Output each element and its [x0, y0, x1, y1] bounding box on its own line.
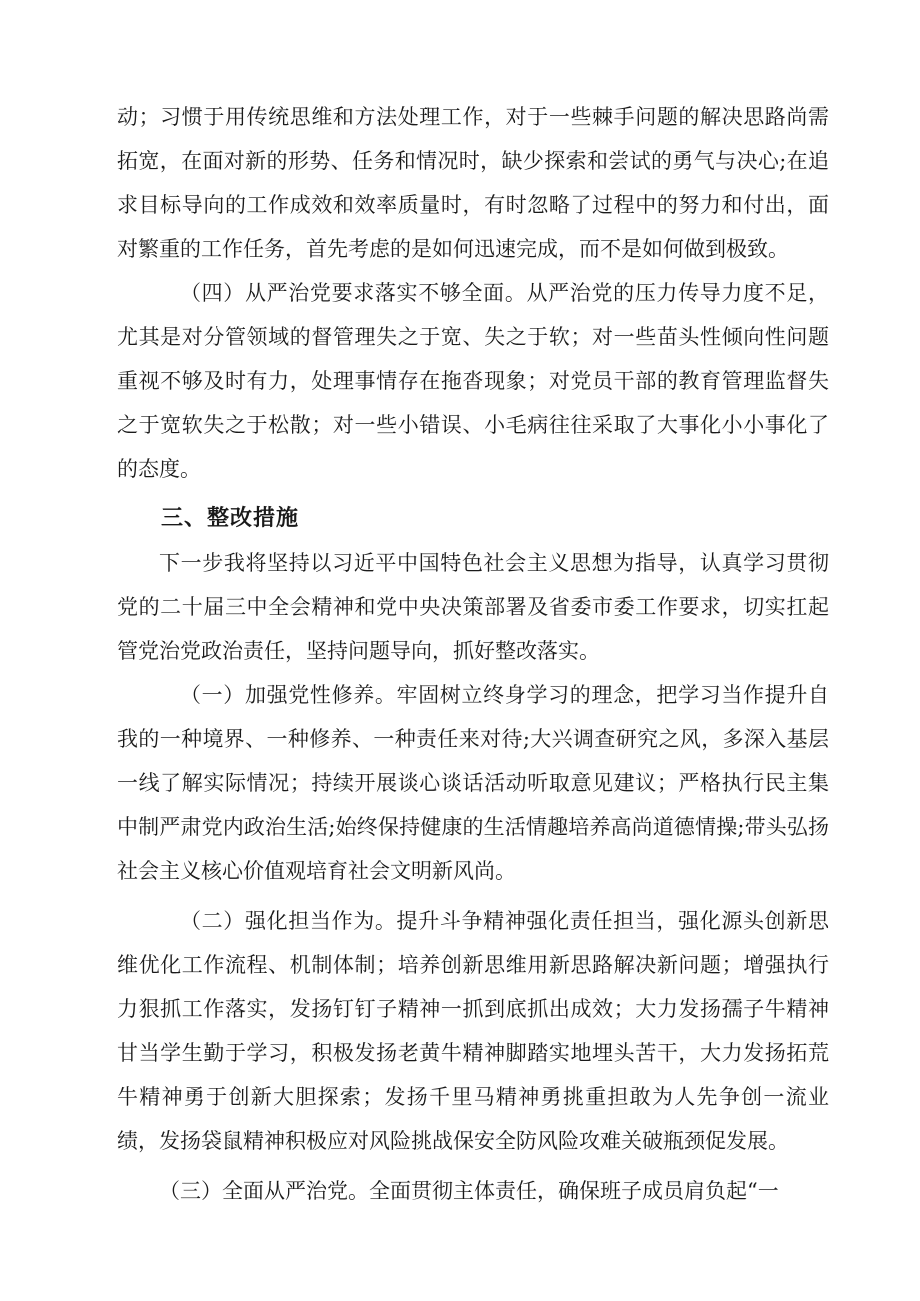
paragraph-item-three: （三）全面从严治党。全面贯彻主体责任，确保班子成员肩负起“一 — [159, 1179, 779, 1203]
paragraph-intro: 下一步我将坚持以习近平中国特色社会主义思想为指导，认真学习贯彻党的二十届三中全会精神和党中央决策部署及省委市委工作要求，切实扛起管党治党政治责任，坚持问题导向，抓好整改落实。 — [117, 551, 829, 663]
paragraph-item-one: （一）加强党性修养。牢固树立终身学习的理念，把学习当作提升自我的一种境界、一种修养、一种责任来对待;大兴调查研究之风，多深入基层一线了解实际情况；持续开展谈心谈话活动听取意见建议；严格执行民主集中制严肃党内政治生活;始终保持健康的生活情趣培养高尚道德情操;带头弘扬社会主义核心价值观培育社会文明新风尚。 — [117, 683, 829, 883]
document-body — [117, 95, 829, 1213]
section-heading-rectification: 三、整改措施 — [161, 506, 300, 531]
paragraph-item-two: （二）强化担当作为。提升斗争精神强化责任担当，强化源头创新思维优化工作流程、机制体制；培养创新思维用新思路解决新问题；增强执行力狠抓工作落实，发扬钉钉子精神一抓到底抓出成效；大力发扬孺子牛精神甘当学生勤于学习，积极发扬老黄牛精神脚踏实地埋头苦干，大力发扬拓荒牛精神勇于创新大胆探索；发扬千里马精神勇挑重担敢为人先争创一流业绩，发扬袋鼠精神积极应对风险挑战保安全防风险攻难关破瓶颈促发展。 — [117, 909, 829, 1153]
paragraph-continuation: 动；习惯于用传统思维和方法处理工作，对于一些棘手问题的解决思路尚需拓宽，在面对新的形势、任务和情况时，缺少探索和尝试的勇气与决心;在追求目标导向的工作成效和效率质量时，有时忽略了过程中的努力和付出，面对繁重的工作任务，首先考虑的是如何迅速完成，而不是如何做到极致。 — [117, 105, 829, 261]
paragraph-item-four: （四）从严治党要求落实不够全面。从严治党的压力传导力度不足，尤其是对分管领域的督管理失之于宽、失之于软；对一些苗头性倾向性问题重视不够及时有力，处理事情存在拖沓现象；对党员干部的教育管理监督失之于宽软失之于松散；对一些小错误、小毛病往往采取了大事化小小事化了的态度。 — [117, 281, 829, 481]
